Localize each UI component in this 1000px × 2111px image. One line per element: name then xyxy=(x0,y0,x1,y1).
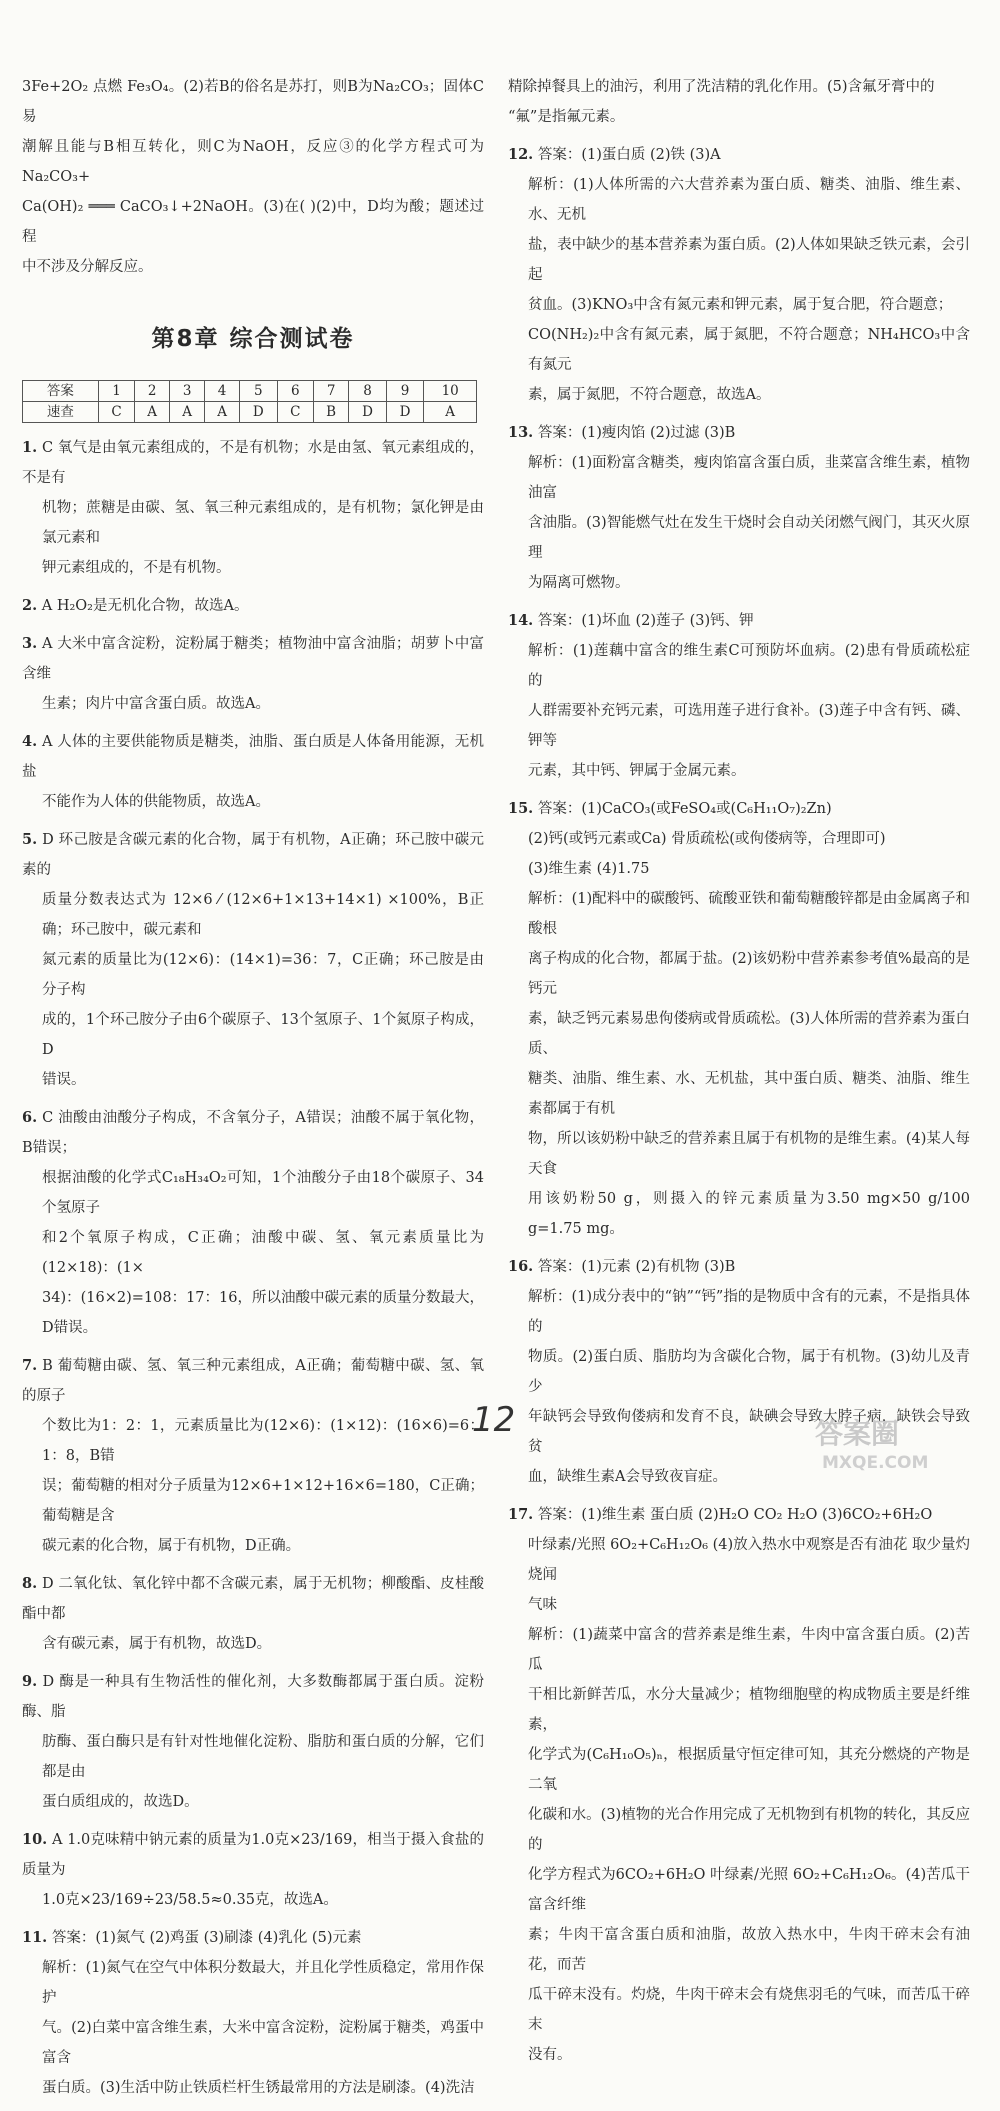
table-cell: C xyxy=(277,402,313,423)
answer-text: D 酶是一种具有生物活性的催化剂，大多数酶都属于蛋白质。淀粉酶、脂 xyxy=(22,1674,485,1720)
answer-line xyxy=(22,1667,484,1727)
answer-line xyxy=(22,433,484,493)
intro-line: Ca(OH)₂ ═══ CaCO₃↓+2NaOH。(3)在( )(2)中，D均为酸；题述过程 xyxy=(22,199,484,245)
answer-text: 答案：(1)CaCO₃(或FeSO₄或(C₆H₁₁O₇)₂Zn) xyxy=(537,801,832,817)
answer-line xyxy=(22,591,484,621)
answer-line: 34)：(16×2)=108：17：16，所以油酸中碳元素的质量分数最大，D错误。 xyxy=(42,1290,484,1336)
answer-line: 人群需要补充钙元素，可选用莲子进行食补。(3)莲子中含有钙、磷、钾等 xyxy=(528,703,970,749)
answer-line: 离子构成的化合物，都属于盐。(2)该奶粉中营养素参考值%最高的是钙元 xyxy=(528,951,970,997)
item-number: 4. xyxy=(22,733,38,750)
answer-line xyxy=(22,1103,484,1163)
answer-line: 气。(2)白菜中富含维生素，大米中富含淀粉，淀粉属于糖类，鸡蛋中富含 xyxy=(42,2020,484,2066)
answer-item xyxy=(508,72,970,132)
answer-item xyxy=(22,1923,484,2103)
right-answer-list xyxy=(508,72,970,2070)
table-cell: A xyxy=(205,402,240,423)
answer-item xyxy=(22,1825,484,1915)
answer-text: B 葡萄糖由碳、氢、氧三种元素组成，A正确；葡萄糖中碳、氢、氧的原子 xyxy=(22,1358,485,1404)
answer-line: 化碳和水。(3)植物的光合作用完成了无机物到有机物的转化，其反应的 xyxy=(528,1807,970,1853)
answer-line: (2)钙(或钙元素或Ca) 骨质疏松(或佝偻病等，合理即可) xyxy=(528,831,886,847)
answer-text: 答案：(1)坏血 (2)莲子 (3)钙、钾 xyxy=(537,613,754,629)
answer-line xyxy=(22,1923,484,1953)
answer-line: 精除掉餐具上的油污，利用了洗洁精的乳化作用。(5)含氟牙膏中的 xyxy=(508,79,935,95)
answer-item xyxy=(508,418,970,598)
answer-item xyxy=(22,1351,484,1561)
answer-line: 化学式为(C₆H₁₀O₅)ₙ，根据质量守恒定律可知，其充分燃烧的产物是二氧 xyxy=(528,1747,970,1793)
answer-line: 解析：(1)氮气在空气中体积分数最大，并且化学性质稳定，常用作保护 xyxy=(42,1960,484,2006)
answer-line: 叶绿素/光照 6O₂+C₆H₁₂O₆ (4)放入热水中观察是否有油花 取少量灼烧闻 xyxy=(528,1537,970,1583)
answer-line: 用该奶粉50 g，则摄入的锌元素质量为3.50 mg×50 g/100 g=1.75 mg。 xyxy=(528,1191,970,1237)
item-number: 15. xyxy=(508,800,534,817)
item-number: 10. xyxy=(22,1831,48,1848)
answer-line: 化学方程式为6CO₂+6H₂O 叶绿素/光照 6O₂+C₆H₁₂O₆。(4)苦瓜干富含纤维 xyxy=(528,1867,970,1913)
table-cell: 10 xyxy=(424,381,477,402)
item-number: 8. xyxy=(22,1575,38,1592)
answer-line: 碳元素的化合物，属于有机物，D正确。 xyxy=(42,1538,301,1554)
answer-line: 年缺钙会导致佝偻病和发育不良，缺碘会导致大脖子病，缺铁会导致贫 xyxy=(528,1409,970,1455)
item-number: 7. xyxy=(22,1357,38,1374)
answer-text: D 二氧化钛、氧化锌中都不含碳元素，属于无机物；柳酸酯、皮桂酸酯中都 xyxy=(22,1576,485,1622)
answer-line: 解析：(1)配料中的碳酸钙、硫酸亚铁和葡萄糖酸锌都是由金属离子和酸根 xyxy=(528,891,970,937)
page-number: 12 xyxy=(472,1400,516,1440)
answer-item xyxy=(508,140,970,410)
answer-item xyxy=(22,629,484,719)
table-cell: 2 xyxy=(135,381,170,402)
answer-text: A H₂O₂是无机化合物，故选A。 xyxy=(41,598,249,614)
answer-line: 解析：(1)蔬菜中富含的营养素是维生素，牛肉中富含蛋白质。(2)苦瓜 xyxy=(528,1627,970,1673)
intro-line: 潮解且能与B相互转化，则C为NaOH，反应③的化学方程式可为Na₂CO₃+ xyxy=(22,139,484,185)
left-answer-list xyxy=(22,433,484,2103)
answer-text: D 环己胺是含碳元素的化合物，属于有机物，A正确；环己胺中碳元素的 xyxy=(22,832,484,878)
answer-line xyxy=(22,825,484,885)
answer-table-row-answers xyxy=(23,402,477,423)
table-cell: D xyxy=(240,402,278,423)
answer-line xyxy=(508,1500,970,1530)
answer-text: C 氧气是由氧元素组成的，不是有机物；水是由氢、氧元素组成的，不是有 xyxy=(22,440,484,486)
item-number: 3. xyxy=(22,635,38,652)
answer-line: 质量分数表达式为 12×6 ⁄ (12×6+1×13+14×1) ×100%，B正确；环己胺中，碳元素和 xyxy=(42,892,484,938)
intro-block xyxy=(22,72,484,282)
answer-text: A 1.0克味精中钠元素的质量为1.0克×23/169，相当于摄入食盐的质量为 xyxy=(22,1832,484,1878)
intro-line: 中不涉及分解反应。 xyxy=(22,259,153,275)
answer-line: 机物；蔗糖是由碳、氢、氧三种元素组成的，是有机物；氯化钾是由氯元素和 xyxy=(42,500,484,546)
answer-item xyxy=(22,1569,484,1659)
item-number: 16. xyxy=(508,1258,534,1275)
answer-line: 蛋白质组成的，故选D。 xyxy=(42,1794,199,1810)
answer-line: 干相比新鲜苦瓜，水分大量减少；植物细胞壁的构成物质主要是纤维素， xyxy=(528,1687,970,1733)
answer-line: 含有碳元素，属于有机物，故选D。 xyxy=(42,1636,272,1652)
chapter-title: 第8章 综合测试卷 xyxy=(151,326,355,352)
answer-line xyxy=(22,1569,484,1629)
answer-line: 解析：(1)人体所需的六大营养素为蛋白质、糖类、油脂、维生素、水、无机 xyxy=(528,177,970,223)
answer-line: 解析：(1)面粉富含糖类，瘦肉馅富含蛋白质，韭菜富含维生素，植物油富 xyxy=(528,455,970,501)
answer-text: C 油酸由油酸分子构成，不含氧分子，A错误；油酸不属于氧化物，B错误； xyxy=(22,1110,484,1156)
answer-line: 肪酶、蛋白酶只是有针对性地催化淀粉、脂肪和蛋白质的分解，它们都是由 xyxy=(42,1734,484,1780)
answer-line: 误；葡萄糖的相对分子质量为12×6+1×12+16×6=180，C正确；葡萄糖是含 xyxy=(42,1478,484,1524)
table-cell: 1 xyxy=(98,381,134,402)
answer-line: 错误。 xyxy=(42,1072,86,1088)
item-number: 17. xyxy=(508,1506,534,1523)
row-label: 答案 xyxy=(23,381,99,402)
table-cell: 3 xyxy=(170,381,205,402)
table-cell: A xyxy=(135,402,170,423)
answer-line: 物，所以该奶粉中缺乏的营养素且属于有机物的是维生素。(4)某人每天食 xyxy=(528,1131,970,1177)
answer-item xyxy=(22,1667,484,1817)
intro-line: 3Fe+2O₂ 点燃 Fe₃O₄。(2)若B的俗名是苏打，则B为Na₂CO₃；固体C易 xyxy=(22,79,484,125)
answer-line: 蛋白质。(3)生活中防止铁质栏杆生锈最常用的方法是刷漆。(4)洗洁 xyxy=(42,2080,475,2096)
item-number: 6. xyxy=(22,1109,38,1126)
answer-text: A 人体的主要供能物质是糖类，油脂、蛋白质是人体备用能源，无机盐 xyxy=(22,734,485,780)
answer-item xyxy=(22,591,484,621)
answer-line: 不能作为人体的供能物质，故选A。 xyxy=(42,794,270,810)
answer-line: 1.0克×23/169÷23/58.5≈0.35克，故选A。 xyxy=(42,1892,338,1908)
table-cell: 9 xyxy=(386,381,424,402)
item-number: 5. xyxy=(22,831,38,848)
answer-line: 解析：(1)成分表中的“钠”“钙”指的是物质中含有的元素，不是指具体的 xyxy=(528,1289,970,1335)
answer-line: 成的，1个环己胺分子由6个碳原子、13个氢原子、1个氮原子构成，D xyxy=(42,1012,484,1058)
item-number: 12. xyxy=(508,146,534,163)
watermark-logo: 答案圈 xyxy=(815,1417,900,1450)
answer-item xyxy=(508,606,970,786)
table-cell: 6 xyxy=(277,381,313,402)
answer-line: 为隔离可燃物。 xyxy=(528,575,630,591)
answer-line: 素，缺乏钙元素易患佝偻病或骨质疏松。(3)人体所需的营养素为蛋白质、 xyxy=(528,1011,970,1057)
table-cell: A xyxy=(424,402,477,423)
answer-line: 没有。 xyxy=(528,2047,572,2063)
item-number: 13. xyxy=(508,424,534,441)
answer-line: 含油脂。(3)智能燃气灶在发生干烧时会自动关闭燃气阀门，其灭火原理 xyxy=(528,515,970,561)
answer-line: 素；牛肉干富含蛋白质和油脂，故放入热水中，牛肉干碎末会有油花，而苦 xyxy=(528,1927,970,1973)
table-cell: B xyxy=(313,402,348,423)
answer-line xyxy=(508,140,970,170)
answer-line xyxy=(508,418,970,448)
answer-text: A 大米中富含淀粉，淀粉属于糖类；植物油中富含油脂；胡萝卜中富含维 xyxy=(22,636,485,682)
answer-item xyxy=(22,727,484,817)
row-label: 速查 xyxy=(23,402,99,423)
answer-text: 答案：(1)瘦肉馅 (2)过滤 (3)B xyxy=(537,425,736,441)
answer-item xyxy=(22,825,484,1095)
answer-item xyxy=(508,794,970,1244)
item-number: 11. xyxy=(22,1929,48,1946)
item-number: 1. xyxy=(22,439,38,456)
answer-line: CO(NH₂)₂中含有氮元素，属于氮肥，不符合题意；NH₄HCO₃中含有氮元 xyxy=(528,327,970,373)
table-cell: D xyxy=(349,402,387,423)
answer-line: 瓜干碎末没有。灼烧，牛肉干碎末会有烧焦羽毛的气味，而苦瓜干碎末 xyxy=(528,1987,970,2033)
answer-line: 解析：(1)莲藕中富含的维生素C可预防坏血病。(2)患有骨质疏松症的 xyxy=(528,643,970,689)
answer-line: 糖类、油脂、维生素、水、无机盐，其中蛋白质、糖类、油脂、维生素都属于有机 xyxy=(528,1071,970,1117)
answer-line: 钾元素组成的，不是有机物。 xyxy=(42,560,231,576)
answer-line: 血，缺维生素A会导致夜盲症。 xyxy=(528,1469,727,1485)
answer-line xyxy=(22,1351,484,1411)
answer-line xyxy=(22,629,484,689)
table-cell: 4 xyxy=(205,381,240,402)
answer-item xyxy=(22,1103,484,1343)
answer-line: 盐，表中缺少的基本营养素为蛋白质。(2)人体如果缺乏铁元素，会引起 xyxy=(528,237,970,283)
answer-line: 个数比为1：2：1，元素质量比为(12×6)：(1×12)：(16×6)=6：1：8，B错 xyxy=(42,1418,484,1464)
item-number: 14. xyxy=(508,612,534,629)
answer-table xyxy=(22,380,477,423)
answer-line: 素，属于氮肥，不符合题意，故选A。 xyxy=(528,387,771,403)
answer-line xyxy=(22,727,484,787)
answer-line: 氮元素的质量比为(12×6)：(14×1)=36：7，C正确；环己胺是由分子构 xyxy=(42,952,484,998)
table-cell: A xyxy=(170,402,205,423)
answer-text: 答案：(1)维生素 蛋白质 (2)H₂O CO₂ H₂O (3)6CO₂+6H₂O xyxy=(537,1507,933,1523)
answer-line: 气味 xyxy=(528,1597,557,1613)
answer-line: 物质。(2)蛋白质、脂肪均为含碳化合物，属于有机物。(3)幼儿及青少 xyxy=(528,1349,970,1395)
left-column xyxy=(22,72,484,2111)
table-cell: C xyxy=(98,402,134,423)
answer-line: “氟”是指氟元素。 xyxy=(508,109,625,125)
table-cell: 7 xyxy=(313,381,348,402)
right-column xyxy=(508,72,970,2078)
answer-line: 和2个氧原子构成，C正确；油酸中碳、氢、氧元素质量比为(12×18)：(1× xyxy=(42,1230,484,1276)
table-cell: 5 xyxy=(240,381,278,402)
answer-item xyxy=(22,433,484,583)
answer-text: 答案：(1)元素 (2)有机物 (3)B xyxy=(537,1259,736,1275)
answer-line: 根据油酸的化学式C₁₈H₃₄O₂可知，1个油酸分子由18个碳原子、34个氢原子 xyxy=(42,1170,484,1216)
answer-line xyxy=(508,1252,970,1282)
table-cell: 8 xyxy=(349,381,387,402)
table-cell: D xyxy=(386,402,424,423)
answer-line: 元素，其中钙、钾属于金属元素。 xyxy=(528,763,746,779)
item-number: 9. xyxy=(22,1673,38,1690)
answer-text: 答案：(1)蛋白质 (2)铁 (3)A xyxy=(537,147,721,163)
answer-line: 贫血。(3)KNO₃中含有氮元素和钾元素，属于复合肥，符合题意； xyxy=(528,297,953,313)
answer-text: 答案：(1)氮气 (2)鸡蛋 (3)刷漆 (4)乳化 (5)元素 xyxy=(51,1930,362,1946)
answer-table-row-numbers xyxy=(23,381,477,402)
answer-item xyxy=(508,1500,970,2070)
answer-line xyxy=(22,1825,484,1885)
item-number: 2. xyxy=(22,597,38,614)
answer-line: 生素；肉片中富含蛋白质。故选A。 xyxy=(42,696,270,712)
answer-line xyxy=(508,606,970,636)
answer-line xyxy=(508,794,970,824)
watermark-url: MXQE.COM xyxy=(822,1453,929,1473)
answer-line: (3)维生素 (4)1.75 xyxy=(528,861,650,877)
